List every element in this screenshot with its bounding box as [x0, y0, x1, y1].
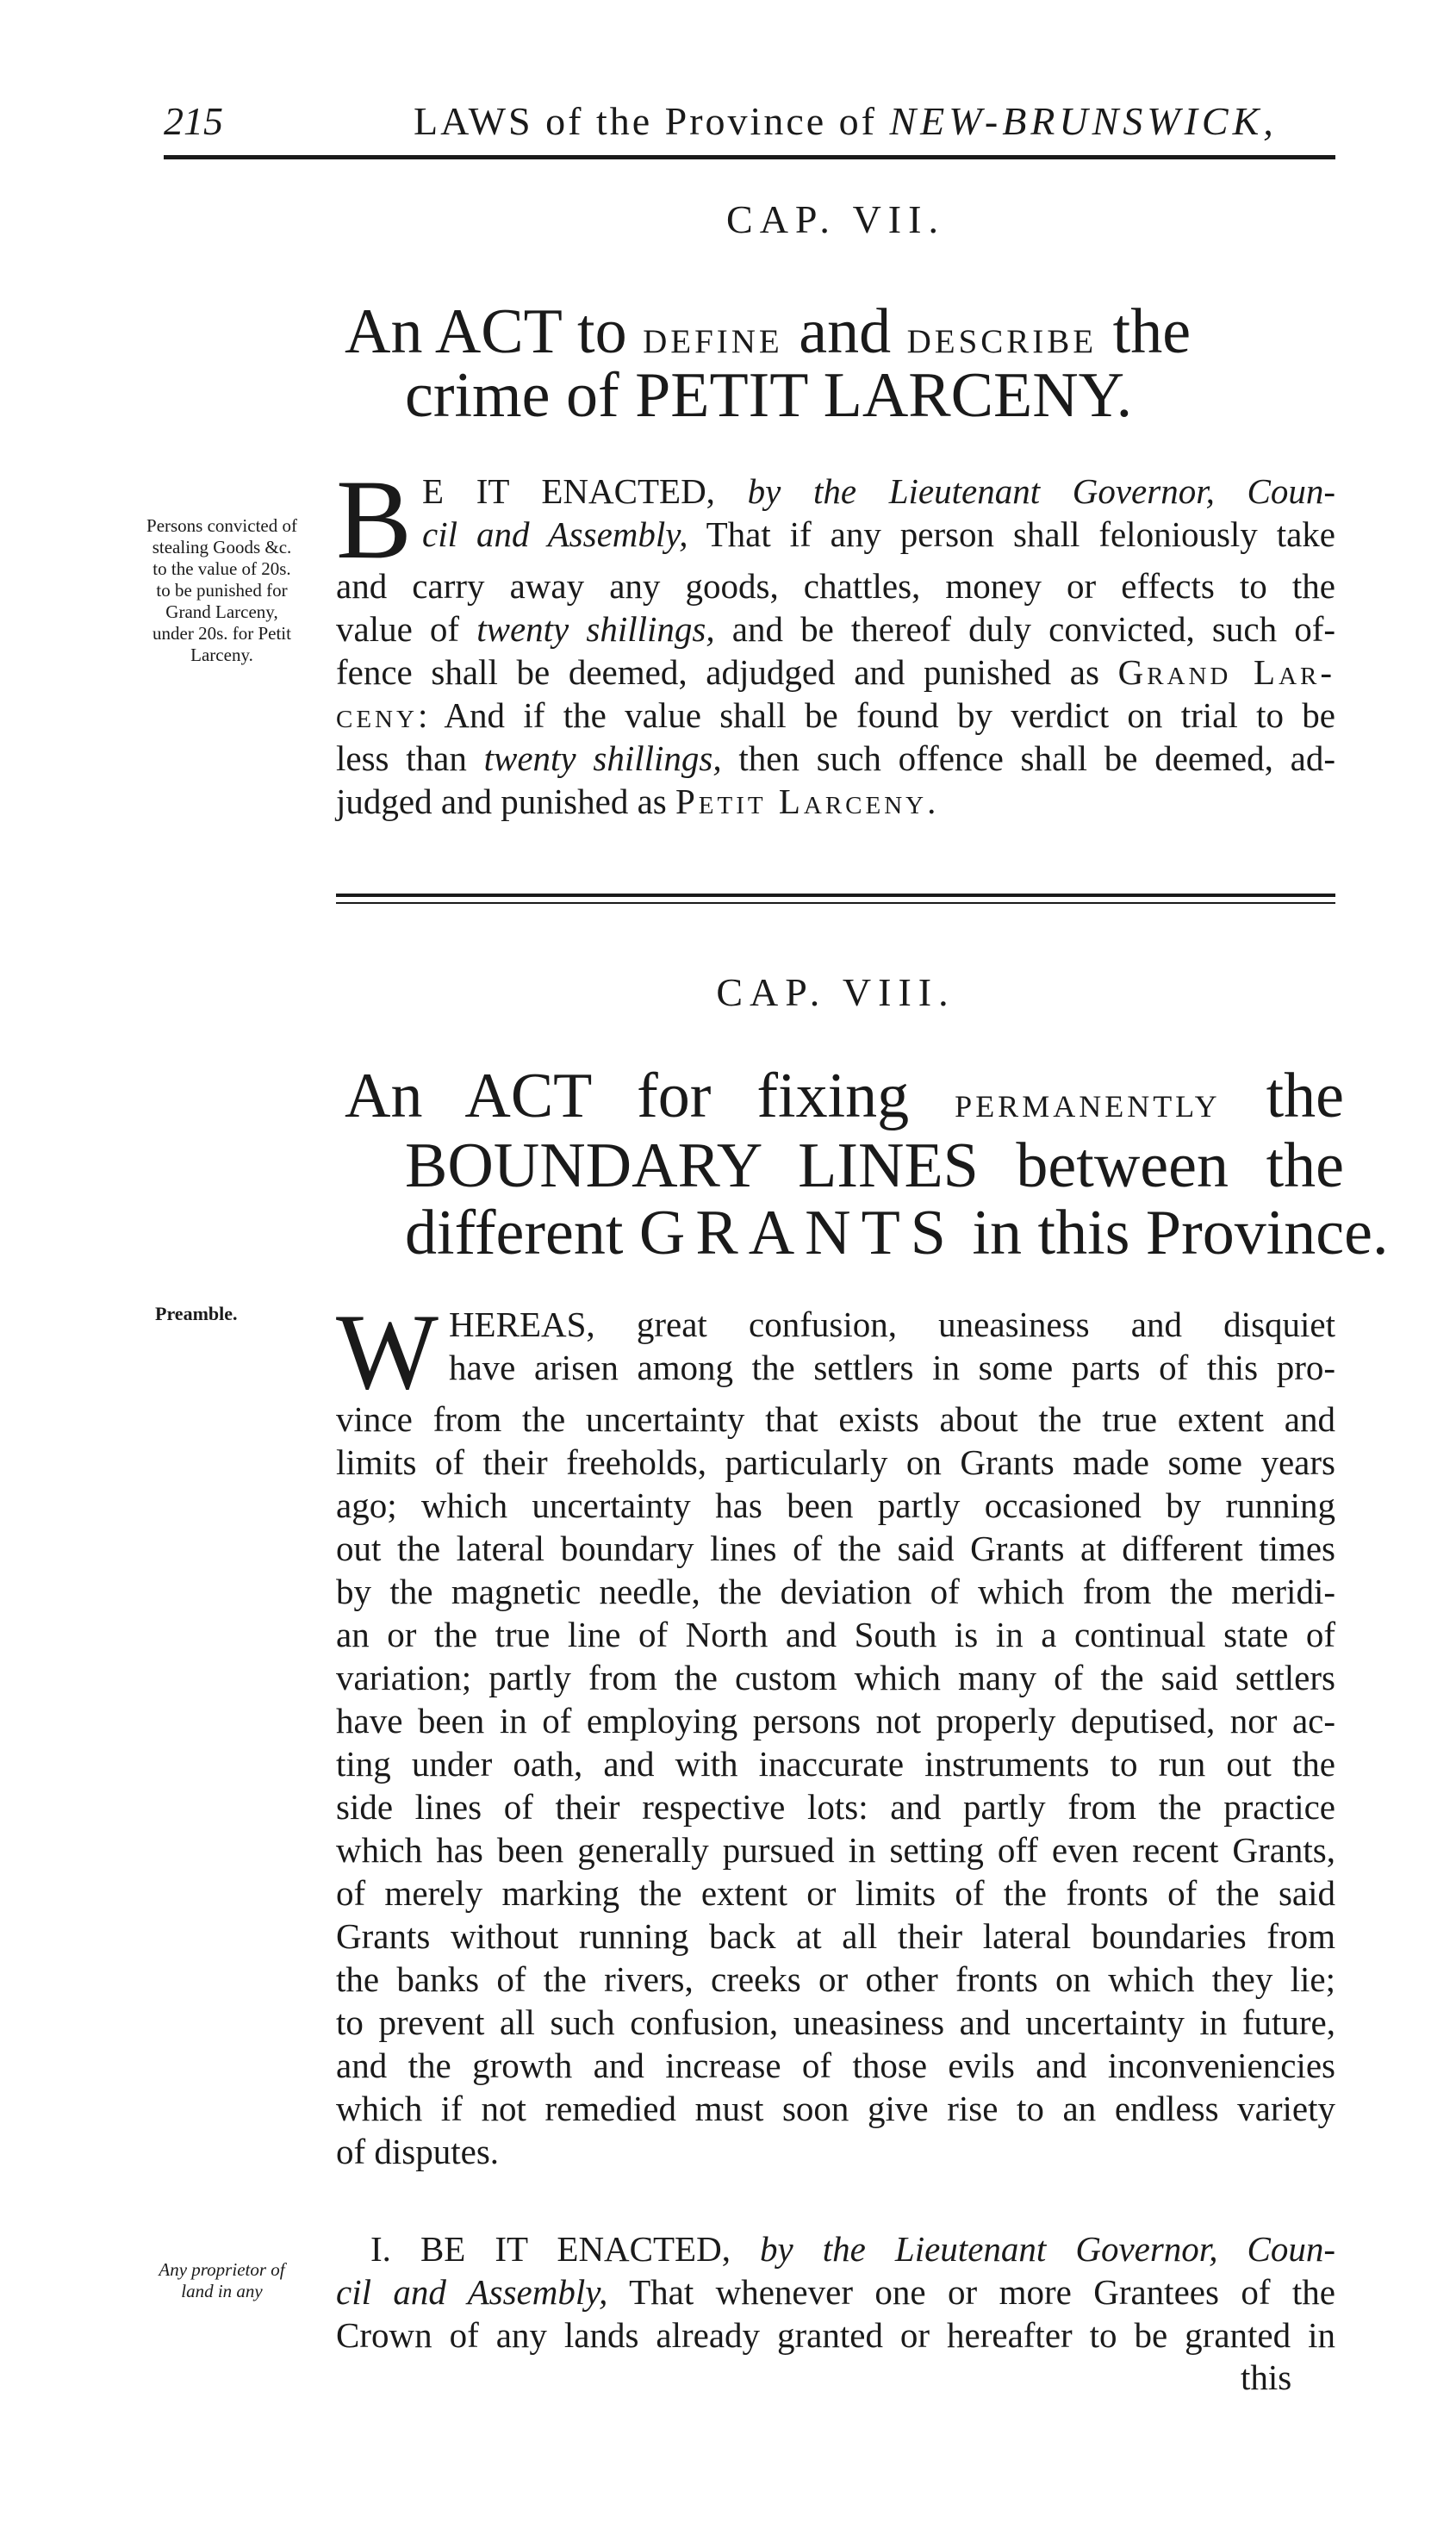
cap8-section-1	[336, 2227, 1335, 2357]
cap7-title-the: the	[1112, 296, 1192, 367]
preamble-line-14: of merely marking the extent or limits of the fronts of the said	[336, 1873, 1335, 1913]
preamble-line-17: to prevent all such confusion, uneasiness and uncertainty in future,	[336, 2002, 1335, 2042]
cap7-line-4: value of twenty shillings, and be thereof duly convicted, such of-	[336, 609, 1336, 649]
preamble-line-20: of disputes.	[336, 2132, 500, 2171]
cap7-line-2: cil and Assembly, That if any person shall feloniously take	[422, 514, 1336, 554]
cap7-line-1: E IT ENACTED, by the Lieutenant Governor, Coun-	[422, 471, 1336, 511]
divider-rule-thick	[336, 894, 1335, 897]
cap7-title-describe: describe	[906, 310, 1098, 364]
cap7-title-define: define	[643, 310, 783, 364]
running-title-province: NEW-BRUNSWICK,	[889, 99, 1278, 143]
running-title	[414, 98, 1278, 144]
cap7-heading: CAP. VII.	[726, 197, 945, 241]
margin-note-preamble: Preamble.	[155, 1303, 238, 1324]
preamble-line-12: side lines of their respective lots: and partly from the practice	[336, 1787, 1335, 1827]
cap7-line-3: and carry away any goods, chattles, money or effects to the	[336, 566, 1335, 606]
cap7-title-text: An ACT to	[345, 296, 627, 367]
margin-note-proprietor: Any proprietor of land in any	[159, 2259, 285, 2301]
preamble-line-6: out the lateral boundary lines of the said Grants at different times	[336, 1529, 1335, 1568]
section1-line-1: I. BE IT ENACTED, by the Lieutenant Governor, Coun-	[370, 2229, 1336, 2269]
preamble-line-2: have arisen among the settlers in some parts of this pro-	[448, 1348, 1335, 1387]
preamble-line-18: and the growth and increase of those evils and inconveniencies	[336, 2046, 1335, 2085]
preamble-line-13: which has been generally pursued in setting off even recent Grants,	[336, 1830, 1335, 1870]
running-title-prefix: LAWS of the Province of	[414, 99, 877, 143]
preamble-line-4: limits of their freeholds, particularly on Grants made some years	[336, 1442, 1335, 1482]
dropcap-b: B	[336, 456, 413, 582]
preamble-line-5: ago; which uncertainty has been partly occasioned by running	[336, 1485, 1335, 1525]
dropcap-w: W	[336, 1292, 439, 1412]
page-number: 215	[164, 99, 223, 143]
cap8-title-province: in this Province.	[972, 1198, 1389, 1268]
cap8-title-different: different	[405, 1198, 624, 1268]
section-divider	[336, 894, 1335, 904]
cap7-line-5: fence shall be deemed, adjudged and punished as Grand Lar-	[336, 652, 1336, 692]
cap8-title-grants: GRANTS	[638, 1198, 956, 1268]
section1-line-3: Crown of any lands already granted or hereafter to be granted in	[336, 2315, 1335, 2355]
running-head	[164, 86, 1335, 159]
preamble-line-7: by the magnetic needle, the deviation of which from the meridi-	[336, 1572, 1335, 1611]
cap8-title-the: the	[1266, 1061, 1345, 1131]
cap8-title-line2: BOUNDARY LINES between the	[405, 1130, 1344, 1201]
preamble-line-8: an or the true line of North and South is in a continual state of	[336, 1615, 1335, 1654]
section1-line-2: cil and Assembly, That whenever one or more Grantees of the	[336, 2272, 1335, 2312]
preamble-line-9: variation; partly from the custom which many of the said settlers	[336, 1658, 1335, 1697]
preamble-line-11: ting under oath, and with inaccurate instruments to run out the	[336, 1744, 1335, 1784]
preamble-line-15: Grants without running back at all their lateral boundaries from	[336, 1916, 1335, 1956]
cap7-title-line2: crime of PETIT LARCENY.	[405, 360, 1133, 431]
cap8-title-permanently: permanently	[955, 1078, 1221, 1127]
catchword: this	[1241, 2357, 1292, 2397]
cap7-title-and: and	[799, 296, 892, 367]
cap7-line-7: less than twenty shillings, then such offence shall be deemed, ad-	[336, 738, 1336, 778]
preamble-line-1: HEREAS, great confusion, uneasiness and disquiet	[448, 1305, 1335, 1344]
margin-note-larceny: Persons convicted of stealing Goods &c. to the value of 20s. to be punished for Grand Larceny, under 20s. for Petit Larceny.	[146, 515, 297, 665]
preamble-line-16: the banks of the rivers, creeks or other fronts on which they lie;	[336, 1959, 1335, 1999]
preamble-line-3: vince from the uncertainty that exists about the true extent and	[336, 1399, 1335, 1439]
cap8-preamble	[336, 1292, 1335, 2173]
divider-rule-thin	[336, 902, 1335, 904]
cap8-title-line3	[405, 1193, 1388, 1274]
cap7-body	[336, 456, 1336, 823]
preamble-line-10: have been in of employing persons not properly deputised, nor ac-	[336, 1701, 1335, 1741]
cap8-title-text: An ACT for fixing	[345, 1061, 910, 1131]
preamble-line-19: which if not remedied must soon give rise to an endless variety	[336, 2089, 1335, 2128]
cap8-heading: CAP. VIII.	[716, 970, 955, 1014]
cap7-line-6: ceny: And if the value shall be found by verdict on trial to be	[336, 695, 1335, 735]
cap7-line-8: judged and punished as Petit Larceny.	[336, 782, 940, 821]
